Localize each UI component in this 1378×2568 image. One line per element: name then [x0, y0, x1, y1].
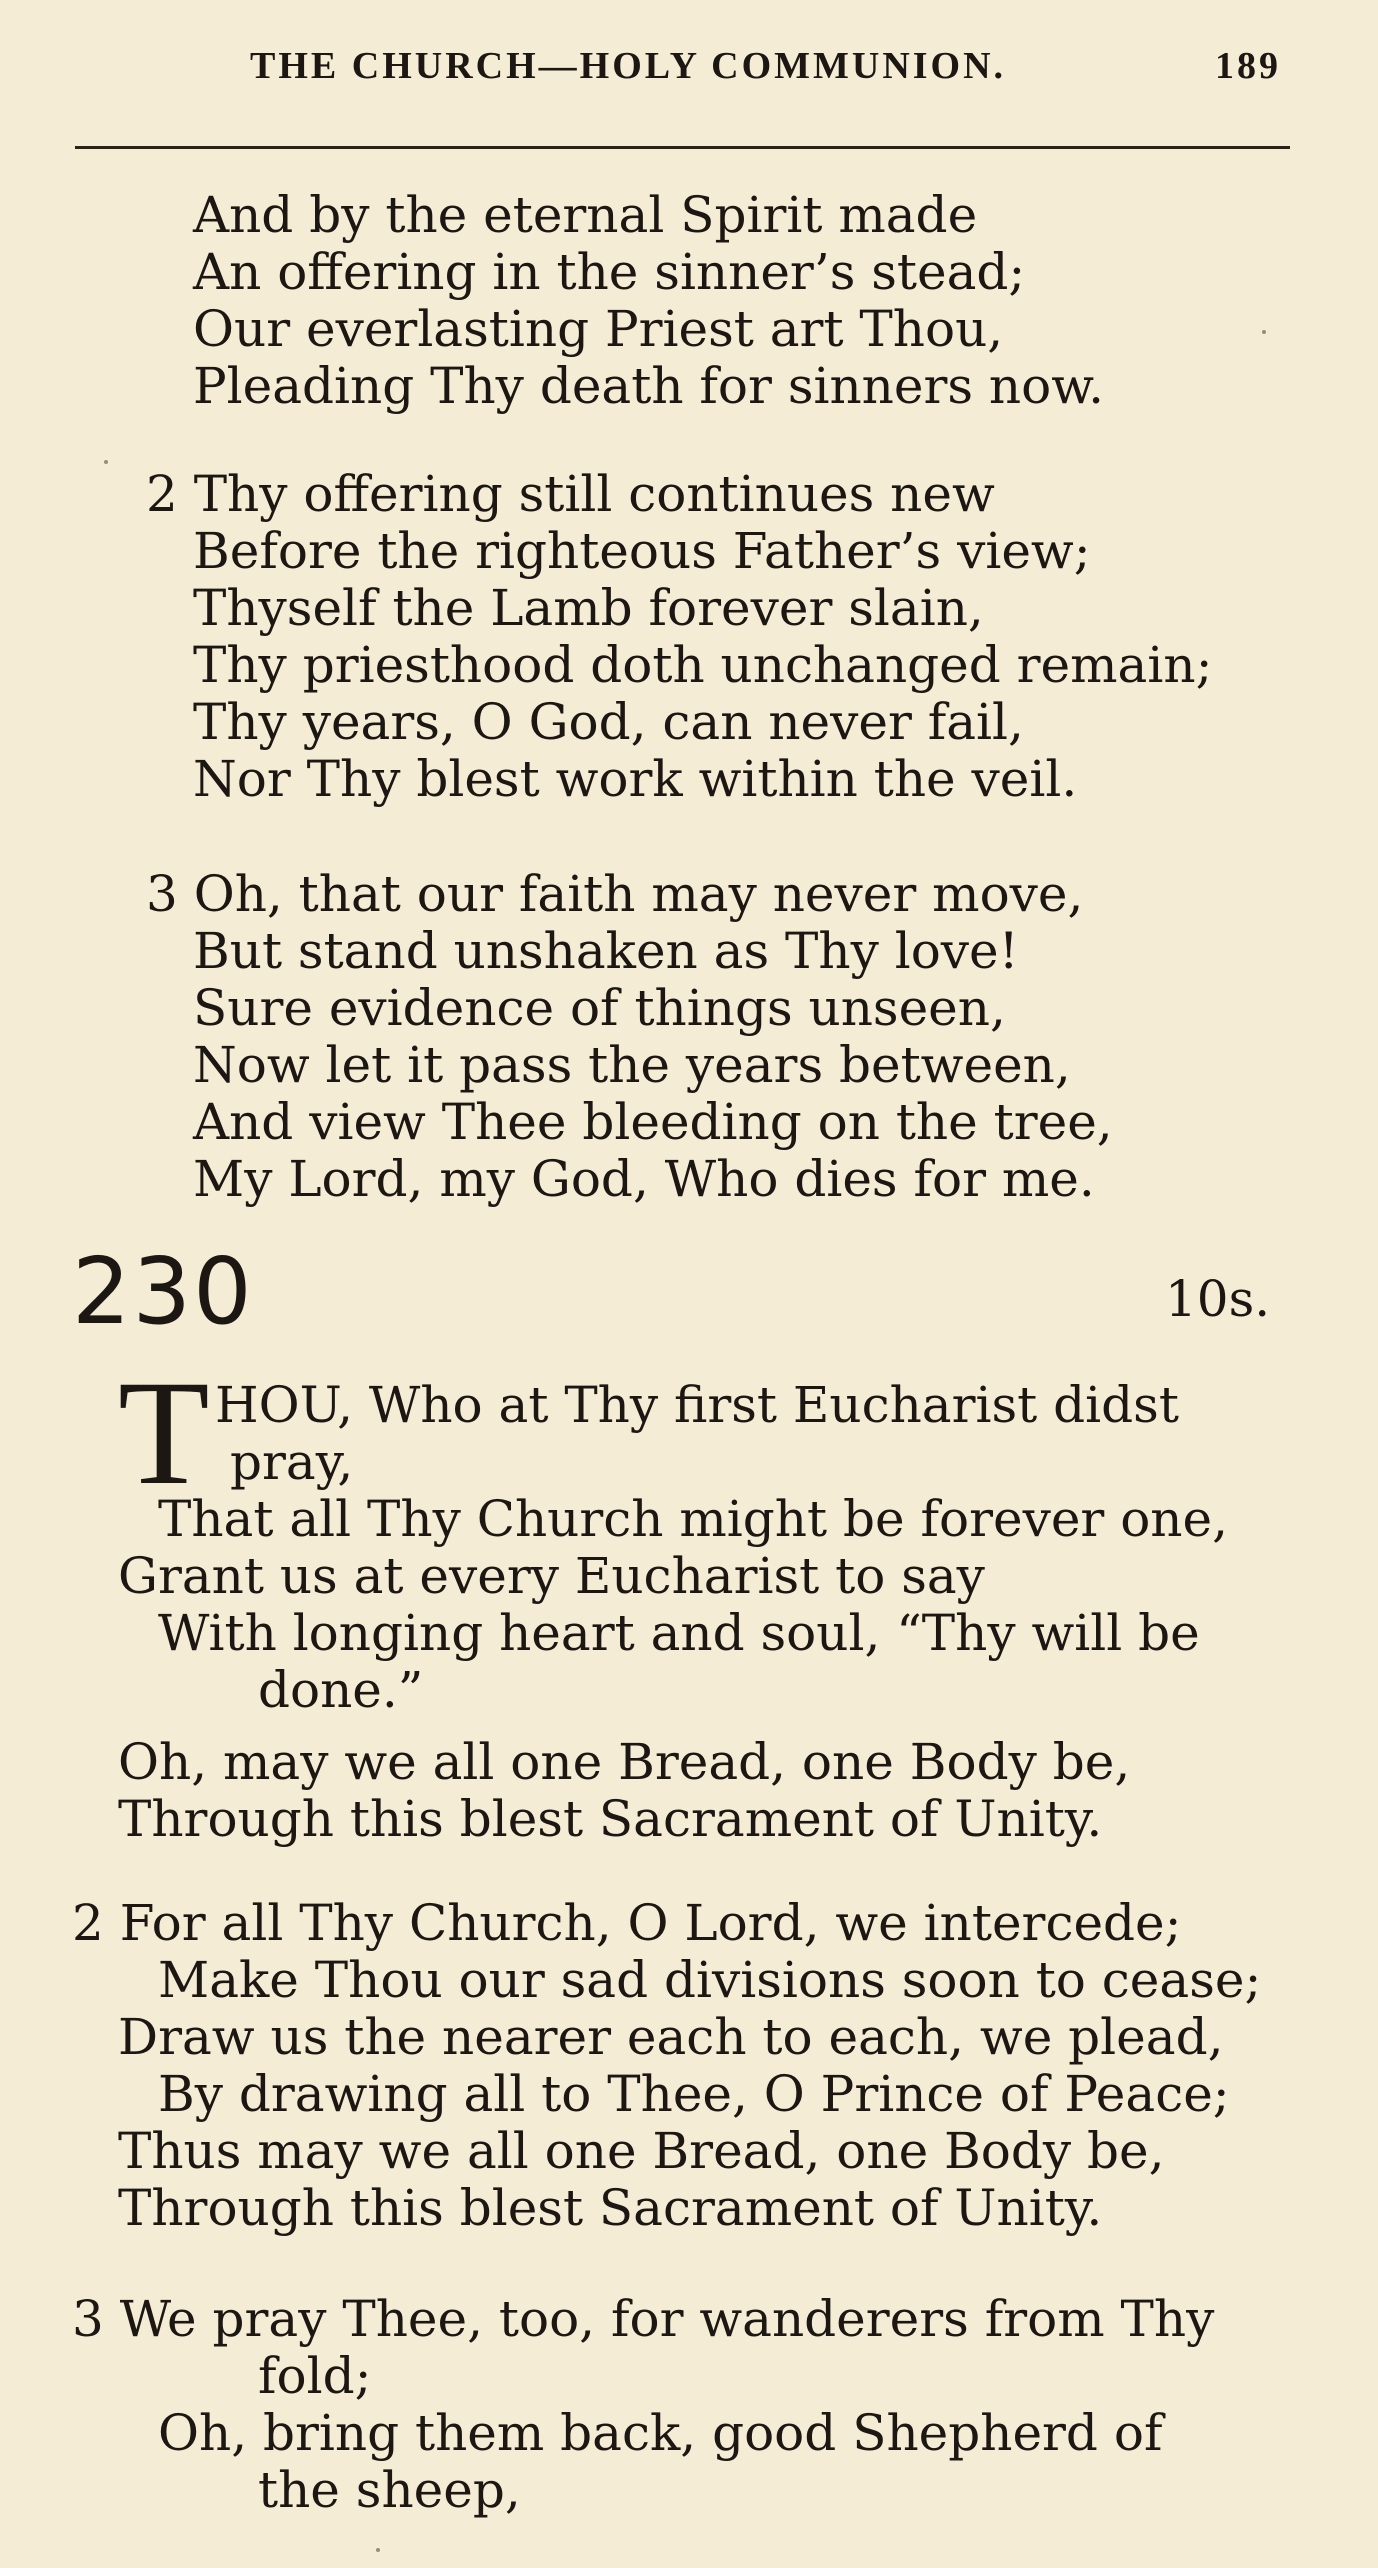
verse-line: With longing heart and soul, “Thy will be — [158, 1604, 1200, 1662]
verse-line: 2 For all Thy Church, O Lord, we intercede; — [72, 1894, 1182, 1952]
paper-fleck — [376, 2548, 380, 2552]
verse-line: Our everlasting Priest art Thou, — [193, 300, 1004, 358]
verse-line: Make Thou our sad divisions soon to cease; — [158, 1951, 1262, 2009]
verse-line: Nor Thy blest work within the veil. — [193, 750, 1078, 808]
verse-line: done.” — [258, 1661, 424, 1719]
verse-line: HOU, Who at Thy first Eucharist didst — [215, 1376, 1179, 1434]
verse-line: That all Thy Church might be forever one, — [158, 1490, 1228, 1548]
drop-cap: T — [118, 1350, 210, 1516]
hymn-number: 230 — [72, 1238, 254, 1345]
verse-line: Thy years, O God, can never fail, — [193, 693, 1024, 751]
verse-line: Oh, bring them back, good Shepherd of — [158, 2404, 1163, 2462]
verse-line: pray, — [230, 1433, 354, 1491]
paper-fleck — [104, 460, 108, 464]
verse-line: Before the righteous Father’s view; — [193, 522, 1091, 580]
verse-line: 2 Thy offering still continues new — [146, 465, 995, 523]
verse-line: 3 We pray Thee, too, for wanderers from Thy — [72, 2290, 1215, 2348]
verse-line: the sheep, — [258, 2461, 521, 2519]
verse-line: But stand unshaken as Thy love! — [193, 922, 1019, 980]
verse-line: Grant us at every Eucharist to say — [118, 1547, 985, 1605]
verse-line: 3 Oh, that our faith may never move, — [146, 865, 1084, 923]
verse-line: By drawing all to Thee, O Prince of Peace; — [158, 2065, 1230, 2123]
verse-line: fold; — [258, 2347, 372, 2405]
verse-line: Draw us the nearer each to each, we plead, — [118, 2008, 1224, 2066]
header-rule — [75, 146, 1290, 149]
hymn-meter: 10s. — [1165, 1270, 1271, 1328]
verse-line: An offering in the sinner’s stead; — [193, 243, 1026, 301]
paper-fleck — [1262, 330, 1266, 334]
verse-line: Oh, may we all one Bread, one Body be, — [118, 1733, 1131, 1791]
verse-line: And by the eternal Spirit made — [193, 186, 978, 244]
verse-line: Thyself the Lamb forever slain, — [193, 579, 984, 637]
verse-line: Through this blest Sacrament of Unity. — [118, 2179, 1103, 2237]
verse-line: Thy priesthood doth unchanged remain; — [193, 636, 1213, 694]
verse-line: Sure evidence of things unseen, — [193, 979, 1006, 1037]
verse-line: Through this blest Sacrament of Unity. — [118, 1790, 1103, 1848]
verse-line: And view Thee bleeding on the tree, — [193, 1093, 1113, 1151]
page-header — [0, 44, 1378, 104]
verse-line: Now let it pass the years between, — [193, 1036, 1071, 1094]
running-title: THE CHURCH—HOLY COMMUNION. — [250, 45, 1007, 87]
verse-line: Thus may we all one Bread, one Body be, — [118, 2122, 1165, 2180]
verse-line: My Lord, my God, Who dies for me. — [193, 1150, 1095, 1208]
verse-line: Pleading Thy death for sinners now. — [193, 357, 1104, 415]
page-number: 189 — [1215, 45, 1281, 87]
